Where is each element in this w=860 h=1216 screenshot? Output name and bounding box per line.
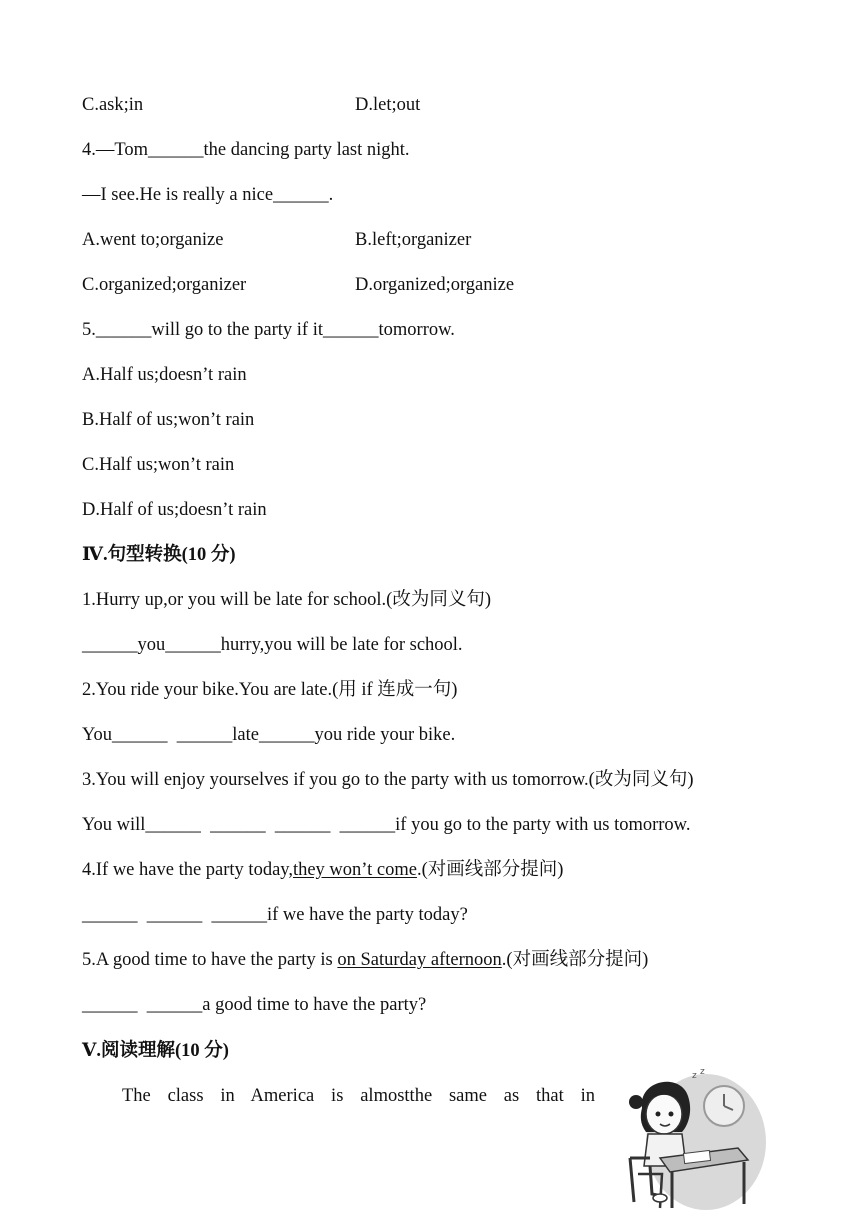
item-4-answer: ______ ______ ______if we have the party today?: [82, 905, 468, 925]
underlined-phrase: they won’t come: [292, 860, 417, 880]
q5-stem: 5.______will go to the party if it______tomorrow.: [82, 320, 455, 340]
underlined-phrase: on Saturday afternoon: [337, 950, 502, 970]
girl-at-desk-illustration: [620, 1062, 768, 1212]
item-3-answer: You will______ ______ ______ ______if you go to the party with us tomorrow.: [82, 815, 691, 835]
item-2-answer: You______ ______late______you ride your bike.: [82, 725, 456, 745]
svg-text:z: z: [692, 1071, 697, 1081]
q5-option-d: D.Half of us;doesn’t rain: [82, 500, 267, 520]
q4-option-c: C.organized;organizer: [82, 275, 247, 295]
item-4-question: 4.If we have the party today,they won’t come.(对画线部分提问): [82, 860, 564, 880]
reading-paragraph: The class in America is almostthe same as that in: [122, 1086, 595, 1106]
q4-option-a: A.went to;organize: [82, 230, 224, 250]
q4-stem-line2: —I see.He is really a nice______.: [82, 185, 334, 205]
q4-stem-line1: 4.—Tom______the dancing party last night.: [82, 140, 410, 160]
item-3-question: 3.You will enjoy yourselves if you go to the party with us tomorrow.(改为同义句): [82, 770, 694, 790]
item-1-question: 1.Hurry up,or you will be late for school.(改为同义句): [82, 590, 491, 610]
q5-option-c: C.Half us;won’t rain: [82, 455, 235, 475]
svg-text:z: z: [700, 1067, 705, 1077]
section-5-title: Ⅴ.阅读理解(10 分): [82, 1041, 229, 1061]
item-5-question: 5.A good time to have the party is on Saturday afternoon.(对画线部分提问): [82, 950, 649, 970]
section-4-title: Ⅳ.句型转换(10 分): [82, 545, 236, 565]
q3-option-d: D.let;out: [355, 95, 421, 115]
item-5-answer: ______ ______a good time to have the party?: [82, 995, 427, 1015]
q4-option-d: D.organized;organize: [355, 275, 515, 295]
q4-option-b: B.left;organizer: [355, 230, 472, 250]
q5-option-a: A.Half us;doesn’t rain: [82, 365, 247, 385]
q5-option-b: B.Half of us;won’t rain: [82, 410, 255, 430]
item-2-question: 2.You ride your bike.You are late.(用 if 连成一句): [82, 680, 458, 700]
q3-option-c: C.ask;in: [82, 95, 144, 115]
item-1-answer: ______you______hurry,you will be late for school.: [82, 635, 463, 655]
